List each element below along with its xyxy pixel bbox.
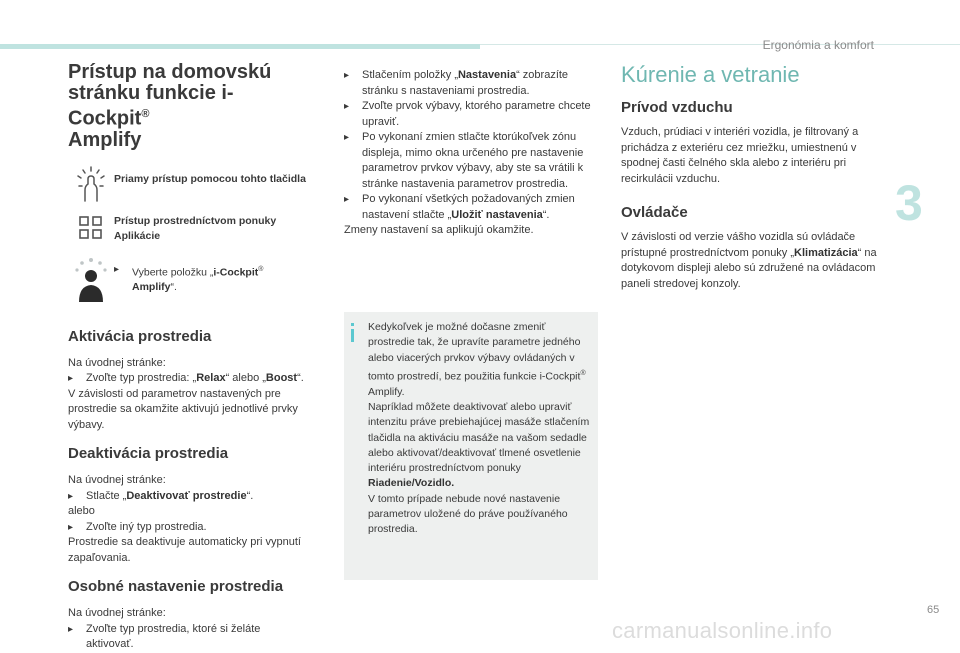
section-title-air-intake: Prívod vzduchu: [621, 99, 733, 116]
deactivation-step-1: ▸ Stlačte „Deaktivovať prostredie“.: [68, 489, 308, 505]
bullet-arrow-icon: ▸: [68, 373, 74, 385]
page-number: 65: [927, 604, 940, 616]
select-item-text: ▸ Vyberte položku „i-Cockpit® Amplify“.: [114, 263, 264, 294]
bullet-arrow-icon: ▸: [344, 101, 350, 112]
air-intake-description: Vzduch, prúdiaci v interiéri vozidla, je filtrovaný a prichádza z exteriéru cez mriežku, umiestnenú v spodnej časti čelného skla alebo z interiéru pri recirkulácii vzduchu.: [621, 126, 859, 185]
chapter-number: 3: [895, 175, 923, 231]
apps-menu-text: Prístup prostredníctvom ponuky Aplikácie: [114, 214, 277, 242]
apps-menu-row: [68, 214, 308, 244]
section-title-controls: Ovládače: [621, 204, 688, 221]
apps-grid-icon: [68, 214, 114, 242]
settings-step-3: ▸ Po vykonaní zmien stlačte ktorúkoľvek zónu displeja, mimo okna určeného pre nastavenie parametrov prvkov výbavy, aby ste sa vrátili k stránke nastavenia parametrov prostredia.: [344, 130, 600, 192]
middle-column: [344, 68, 600, 239]
touch-sparkle-icon: [68, 164, 114, 204]
select-item-row: [68, 256, 308, 304]
deactivation-or: alebo: [68, 505, 95, 518]
personal-step: ▸ Zvoľte typ prostredia, ktoré si želáte aktivovať.: [68, 622, 308, 653]
bullet-arrow-icon: ▸: [68, 521, 74, 533]
section-title-personal: Osobné nastavenie prostredia: [68, 578, 284, 596]
settings-step-2: ▸ Zvoľte prvok výbavy, ktorého parametre chcete upraviť.: [344, 99, 600, 130]
header-accent-bar: [0, 44, 480, 49]
bullet-arrow-icon: ▸: [344, 132, 350, 143]
bullet-arrow-icon: ▸: [114, 263, 120, 275]
settings-step-4: ▸ Po vykonaní všetkých požadovaných zmien nastavení stlačte „Uložiť nastavenia“.: [344, 192, 600, 223]
info-text: Kedykoľvek je možné dočasne zmeniť prostredie tak, že upravíte parametre jedného alebo viacerých prvkov výbavy ovládaných v tomto prostredí, bez použitia funkcie i-Cockpit® Amplify. Napríklad môžete deaktivovať alebo upraviť intenzitu práve prebiehajúcej masáže stlačením tlačidla na aktiváciu masáže na vašom sedadle alebo aktivovať/deaktivovať tlmené osvetlenie interiéru prostredníctvom ponuky Riadenie/Vozidlo. V tomto prípade nebude nové nastavenie parametrov uložené do práve používaného prostredia.: [368, 321, 590, 536]
deactivation-description: Prostredie sa deaktivuje automaticky pri vypnutí zapaľovania.: [68, 536, 301, 564]
left-column: [68, 62, 308, 653]
activation-intro: Na úvodnej stránke:: [68, 356, 166, 369]
bullet-arrow-icon: ▸: [344, 70, 350, 81]
right-column: [621, 62, 881, 292]
person-sparkle-icon: [68, 256, 114, 304]
section-title-activation: Aktivácia prostredia: [68, 327, 212, 345]
section-title-deactivation: Deaktivácia prostredia: [68, 445, 229, 463]
home-button-text: Priamy prístup pomocou tohto tlačidla: [114, 172, 306, 185]
page-title: Prístup na domovskú stránku funkcie i-Cockpit® Amplify: [68, 61, 272, 151]
deactivation-step-2: ▸ Zvoľte iný typ prostredia.: [68, 520, 308, 536]
bullet-arrow-icon: ▸: [68, 490, 74, 502]
info-icon: [351, 323, 354, 342]
personal-intro: Na úvodnej stránke:: [68, 607, 166, 620]
home-button-row: [68, 164, 308, 204]
bullet-arrow-icon: ▸: [344, 194, 350, 205]
settings-note: Zmeny nastavení sa aplikujú okamžite.: [344, 224, 534, 236]
settings-step-1: ▸ Stlačením položky „Nastavenia“ zobrazíte stránku s nastaveniami prostredia.: [344, 68, 600, 99]
activation-step: ▸ Zvoľte typ prostredia: „Relax“ alebo „Boost“.: [68, 371, 308, 387]
header-title: Ergonómia a komfort: [762, 38, 874, 52]
controls-description: V závislosti od verzie vášho vozidla sú ovládače prístupné prostredníctvom ponuky „Klimatizácia“ na dotykovom displeji alebo sú združené na ovládacom paneli stredovej konzoly.: [621, 231, 877, 290]
heating-title: Kúrenie a vetranie: [621, 62, 800, 87]
watermark: carmanualsonline.info: [612, 618, 833, 643]
header-rule: [480, 44, 960, 45]
info-box: [344, 312, 598, 580]
deactivation-intro: Na úvodnej stránke:: [68, 474, 166, 487]
activation-description: V závislosti od parametrov nastavených pre prostredie sa okamžite aktivujú jednotlivé prvky výbavy.: [68, 387, 298, 431]
bullet-arrow-icon: ▸: [68, 623, 74, 635]
